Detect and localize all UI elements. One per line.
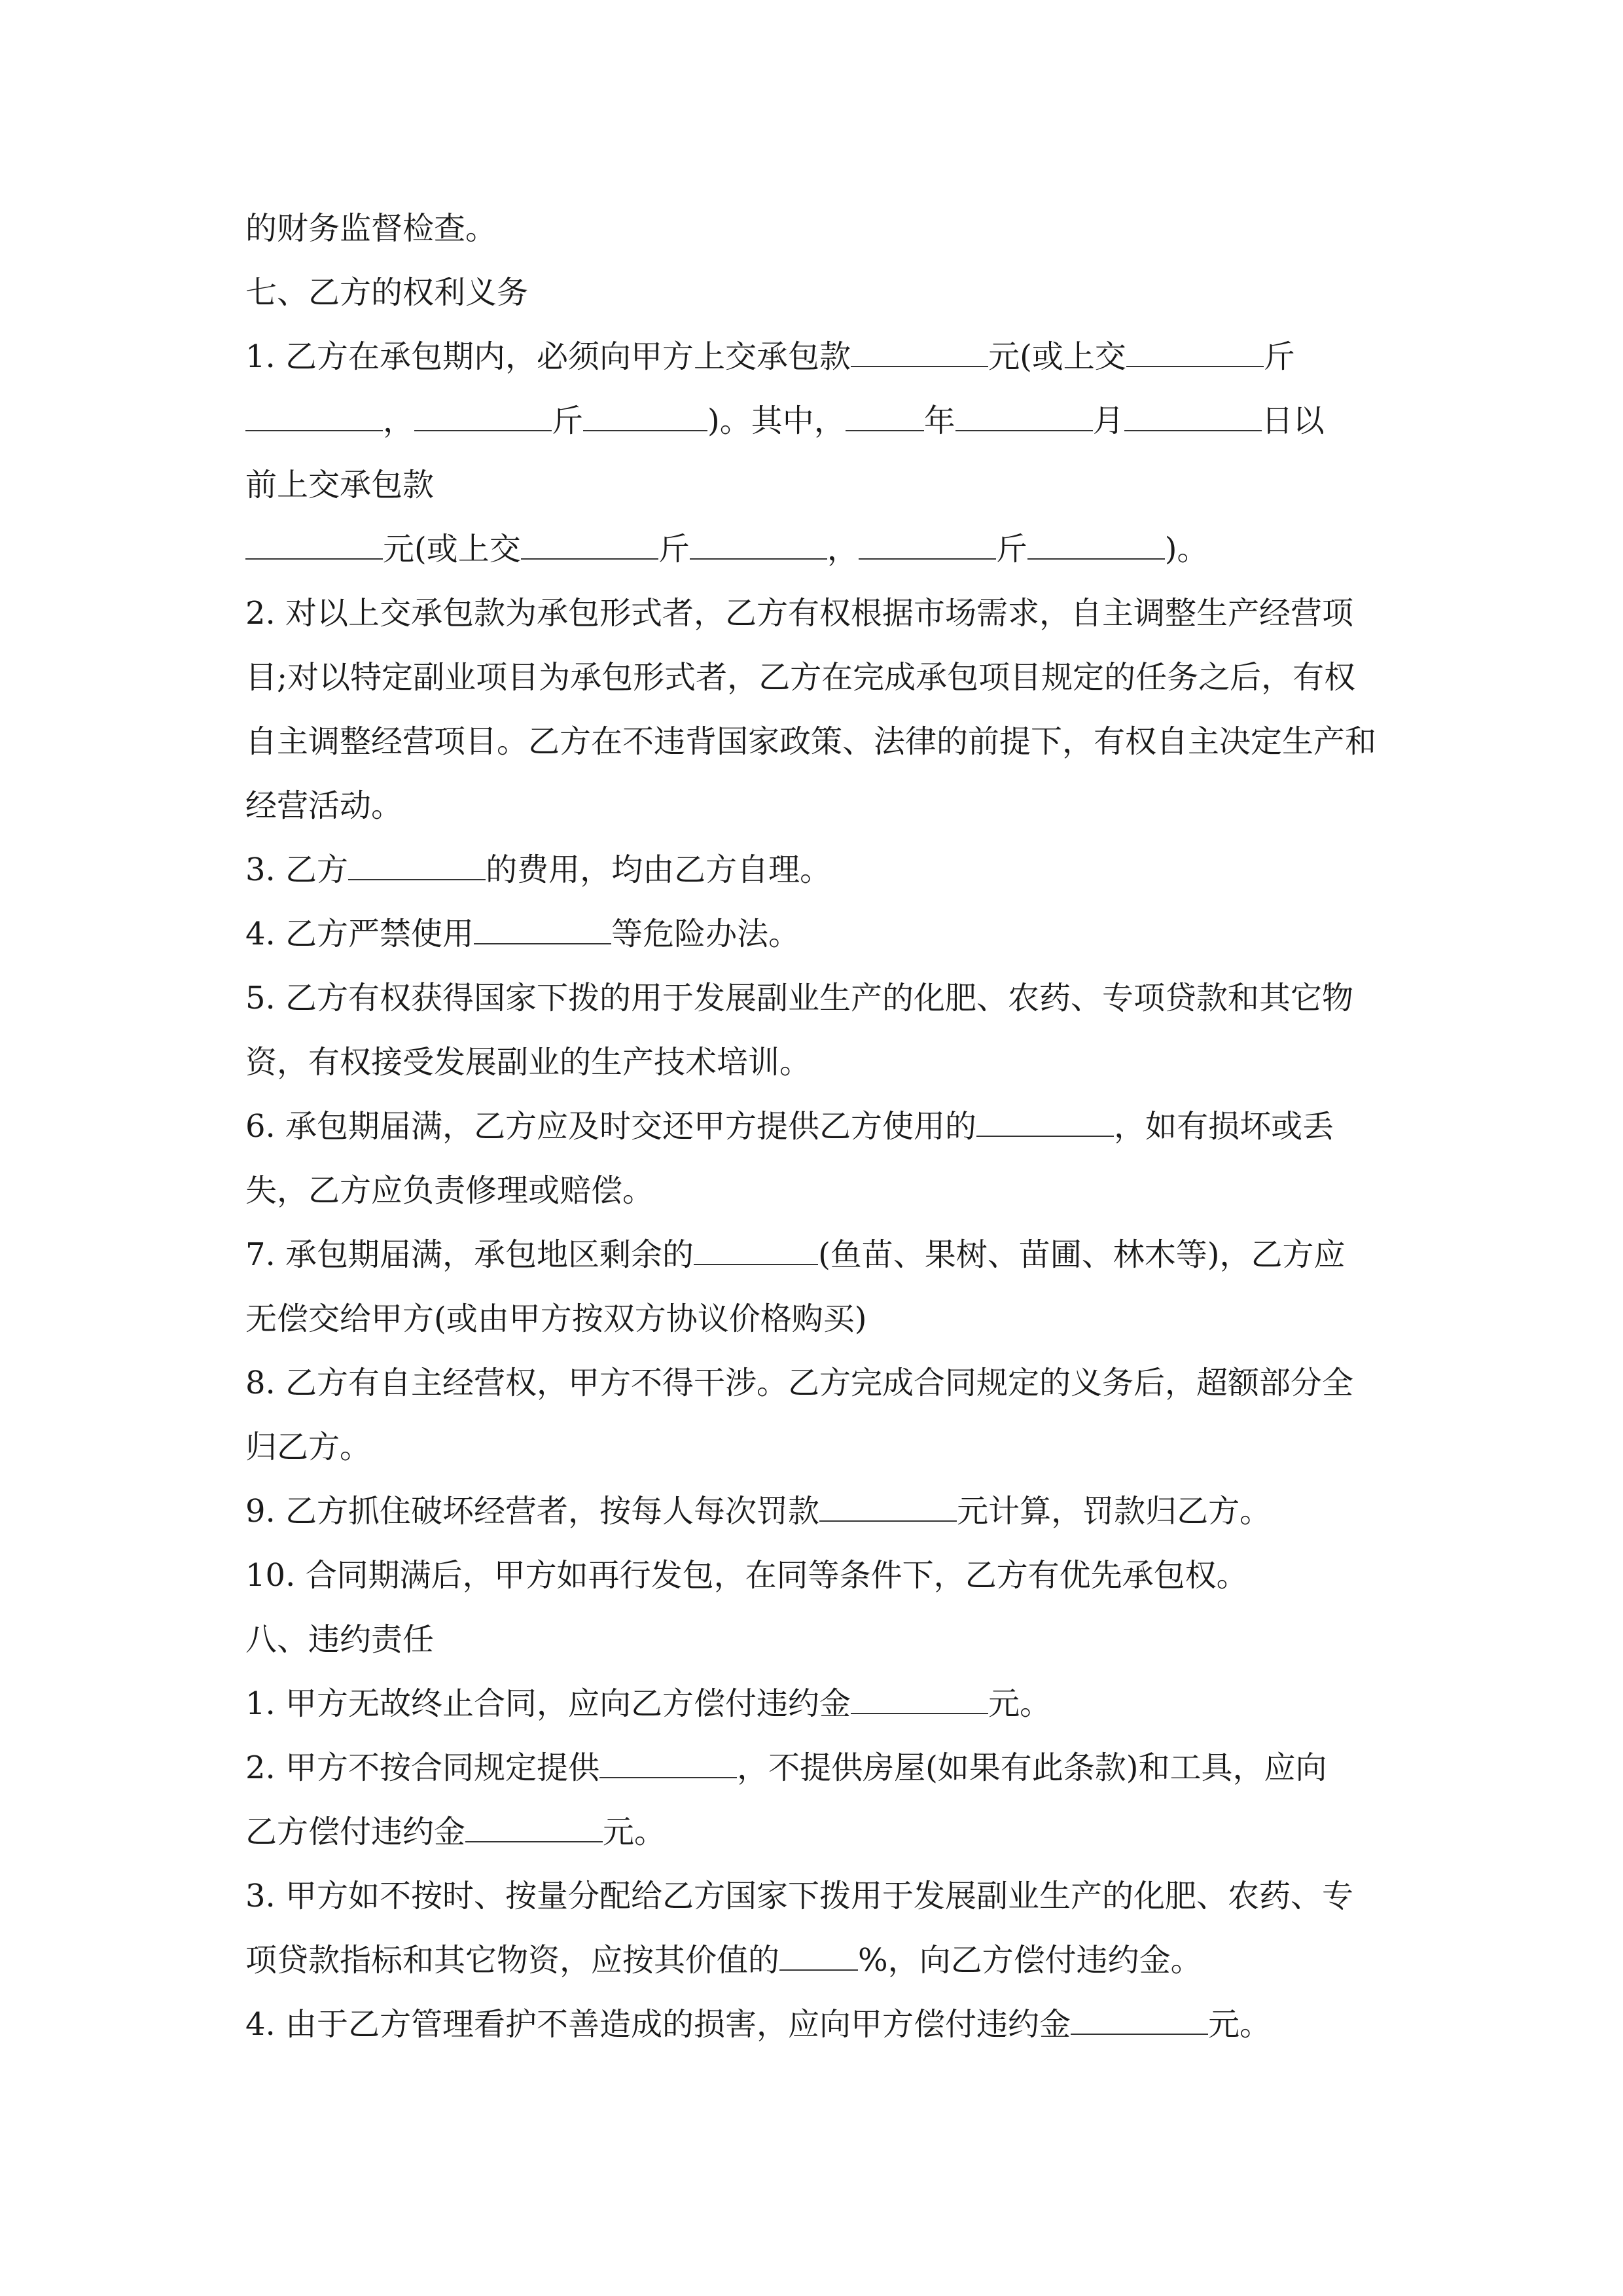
fill-blank[interactable]: [851, 331, 988, 367]
clause-7-2: 2. 对以上交承包款为承包形式者，乙方有权根据市场需求，自主调整生产经营项目;对以特定副业项目为承包形式者，乙方在完成承包项目规定的任务之后，有权自主调整经营项目。乙方在不违背国家政策、法律的前提下，有权自主决定生产和经营活动。: [245, 595, 1377, 824]
clause-7-7-line-1: 7. 承包期届满，承包地区剩余的 (鱼苗、果树、苗圃、林木等)，乙方应: [245, 1223, 1378, 1287]
fill-blank[interactable]: [1071, 1998, 1208, 2035]
fill-blank[interactable]: [414, 395, 552, 431]
clause-8-3-line-1: 3. 甲方如不按时、按量分配给乙方国家下拨用于发展副业生产的化肥、农药、专: [245, 1878, 1354, 1914]
text-line-1: 的财务监督检查。: [245, 210, 497, 247]
contract-page: [245, 196, 1378, 2056]
clause-7-1-line-3: 前上交承包款: [245, 467, 435, 503]
clause-8-3-line-2: 项贷款指标和其它物资，应按其价值的 %，向乙方偿付违约金。: [245, 1928, 1378, 1992]
clause-7-1-line-4: 元(或上交 斤 ， 斤 )。: [245, 517, 1378, 581]
fill-blank[interactable]: [348, 844, 486, 880]
clause-7-10: 10. 合同期满后，甲方如再行发包，在同等条件下，乙方有优先承包权。: [245, 1557, 1248, 1594]
fill-blank[interactable]: [474, 908, 611, 944]
fill-blank[interactable]: [599, 1742, 737, 1778]
fill-blank[interactable]: [779, 1934, 858, 1971]
fill-blank[interactable]: [1027, 523, 1165, 560]
clause-8-2-line-1: 2. 甲方不按合同规定提供 ，不提供房屋(如果有此条款)和工具，应向: [245, 1736, 1378, 1800]
clause-7-6-line-1: 6. 承包期届满，乙方应及时交还甲方提供乙方使用的 ，如有损坏或丢: [245, 1094, 1378, 1158]
clause-7-9: 9. 乙方抓住破坏经营者，按每人每次罚款 元计算，罚款归乙方。: [245, 1479, 1378, 1543]
fill-blank[interactable]: [521, 523, 658, 560]
fill-blank[interactable]: [859, 523, 996, 560]
clause-8-4: 4. 由于乙方管理看护不善造成的损害，应向甲方偿付违约金 元。: [245, 1992, 1378, 2056]
fill-blank[interactable]: [1124, 395, 1262, 431]
section-heading-7: 七、乙方的权利义务: [245, 274, 529, 311]
clause-8-2-line-2: 乙方偿付违约金 元。: [245, 1800, 1378, 1864]
clause-7-6-line-2: 失，乙方应负责修理或赔偿。: [245, 1172, 654, 1209]
fill-blank[interactable]: [1126, 331, 1264, 367]
clause-7-3: 3. 乙方 的费用，均由乙方自理。: [245, 838, 1378, 902]
fill-blank[interactable]: [694, 1229, 818, 1265]
fill-blank[interactable]: [955, 395, 1093, 431]
clause-7-4: 4. 乙方严禁使用 等危险办法。: [245, 902, 1378, 966]
fill-blank[interactable]: [819, 1485, 957, 1522]
clause-7-7-line-2: 无偿交给甲方(或由甲方按双方协议价格购买): [245, 1300, 867, 1337]
fill-blank[interactable]: [976, 1100, 1114, 1137]
fill-blank[interactable]: [245, 395, 383, 431]
clause-7-1-line-1: 1. 乙方在承包期内，必须向甲方上交承包款 元(或上交 斤: [245, 325, 1378, 389]
clause-7-8: 8. 乙方有自主经营权，甲方不得干涉。乙方完成合同规定的义务后，超额部分全归乙方。: [245, 1365, 1354, 1465]
clause-7-1-line-2: ， 斤 )。其中， 年 月 日以: [245, 389, 1378, 453]
clause-8-1: 1. 甲方无故终止合同，应向乙方偿付违约金 元。: [245, 1672, 1378, 1736]
clause-7-5: 5. 乙方有权获得国家下拨的用于发展副业生产的化肥、农药、专项贷款和其它物资，有权接受发展副业的生产技术培训。: [245, 980, 1354, 1081]
fill-blank[interactable]: [465, 1806, 603, 1842]
fill-blank[interactable]: [690, 523, 827, 560]
section-heading-8: 八、违约责任: [245, 1621, 435, 1658]
fill-blank[interactable]: [846, 395, 924, 431]
fill-blank[interactable]: [583, 395, 707, 431]
fill-blank[interactable]: [851, 1677, 988, 1714]
fill-blank[interactable]: [245, 523, 383, 560]
